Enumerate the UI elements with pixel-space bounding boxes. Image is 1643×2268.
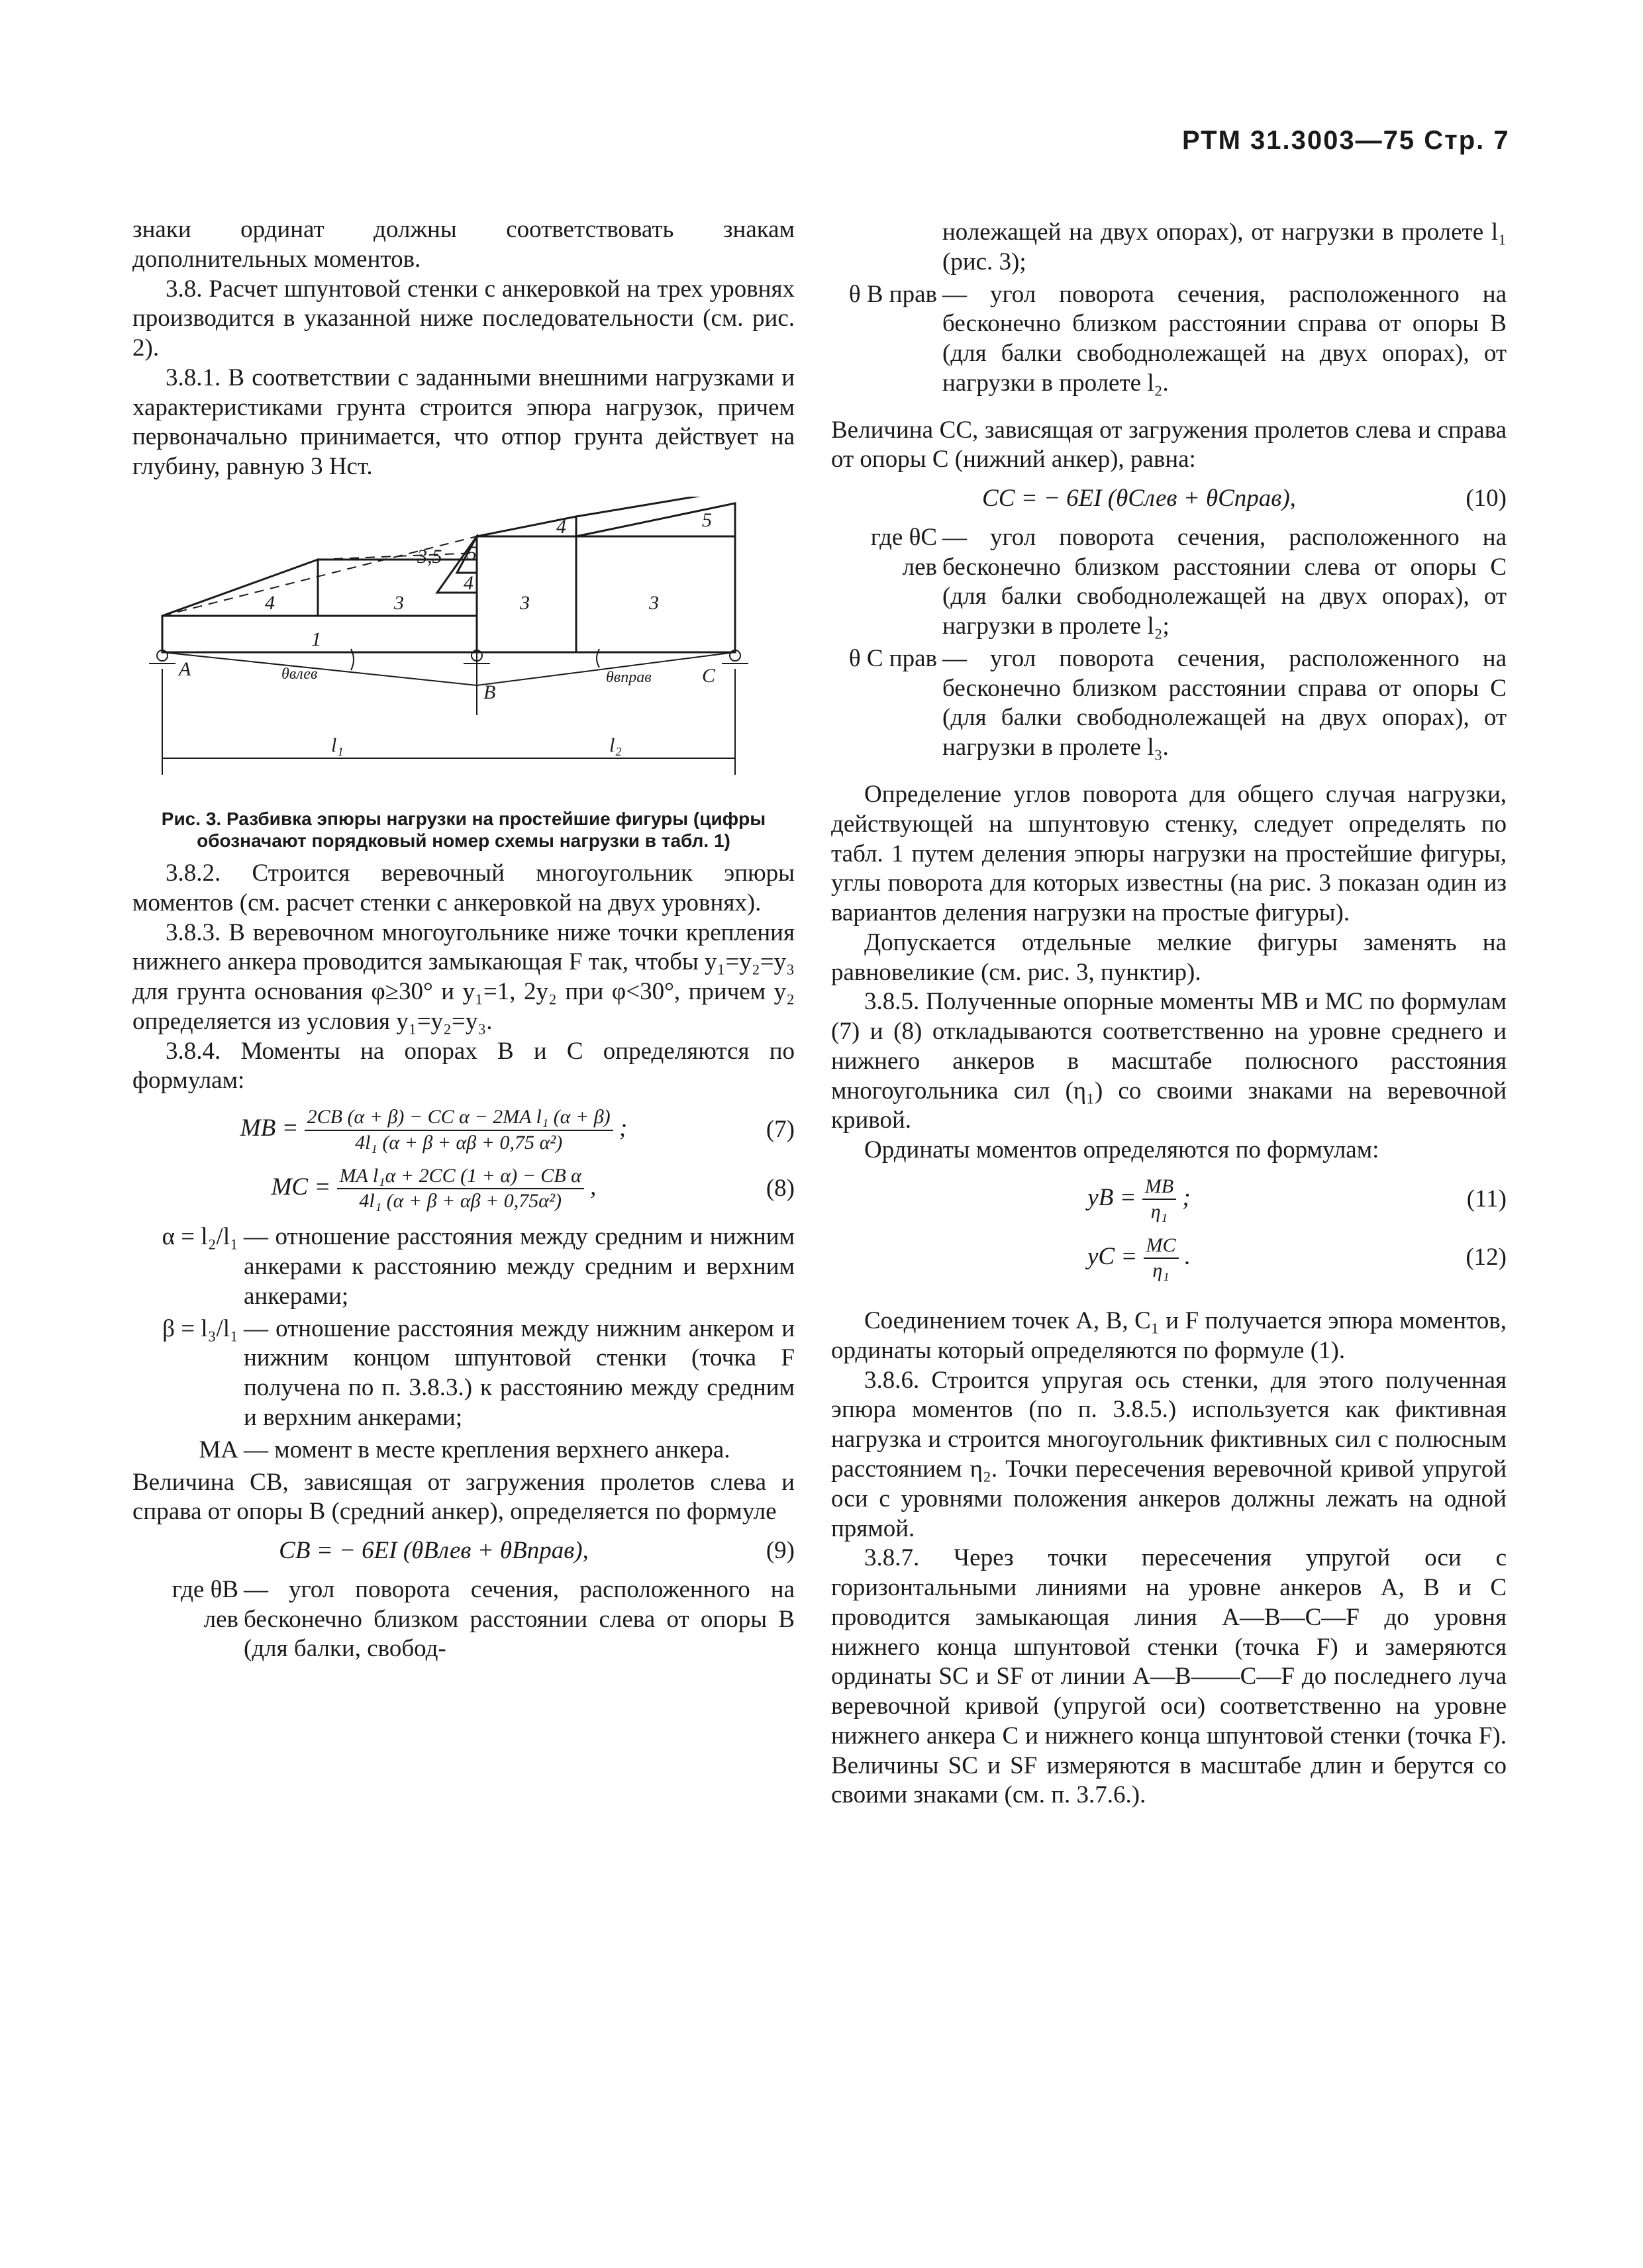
paragraph: 3.8.2. Строится веревочный многоугольник эпюры моментов (см. расчет стенки с анкеровкой на двух уровнях). xyxy=(132,860,795,916)
definition-spacer xyxy=(831,218,942,277)
definition-ma xyxy=(132,1436,795,1465)
definition-text: — отношение расстояния между нижним анкером и нижним концом шпунтовой стенки (точка F получена по п. 3.8.3.) к расстоянию между средним и верхним анкерами; xyxy=(244,1314,795,1431)
definition-symbol: θ C прав xyxy=(848,644,937,672)
numerator: MC xyxy=(1144,1234,1179,1259)
definition-theta-b-left xyxy=(132,1575,795,1664)
figure-label: 3 xyxy=(394,591,404,614)
definition-text: — угол поворота сечения, расположенного на бесконечно близком расстоянии слева от опоры C (для балки свободнолежащей на двух опорах), от нагрузки в пролете l₂; xyxy=(942,523,1507,640)
paragraph: 3.8.7. Через точки пересечения упругой оси с горизонтальными линиями на уровне анкеров A, B и C проводится замыкающая линия A—B—C—F до уровня нижнего конца шпунтовой стенки (точка F) и замеряются ординаты SC и SF от линии A—B——C—F до последнего луча веревочной кривой (упругой оси) соответственно на уровне нижнего анкера C и нижнего конца шпунтовой стенки (точка F). Величины SC и SF измеряются в масштабе длин и берутся со своими знаками (см. п. 3.7.6.). xyxy=(831,1544,1507,1809)
definition-symbol: MA xyxy=(199,1436,238,1463)
formula-10 xyxy=(831,484,1507,514)
figure-3 xyxy=(132,497,795,852)
fraction xyxy=(1144,1234,1179,1283)
definition-beta xyxy=(132,1314,795,1433)
formula-number: (12) xyxy=(1466,1244,1507,1271)
definition-text: — угол поворота сечения, расположенного на бесконечно близком расстоянии справа от опоры C (для балки свободнолежащей на двух опорах), от нагрузки в пролете l₃. xyxy=(942,644,1507,762)
formula-lhs: MC = xyxy=(271,1173,331,1201)
denominator: η₁ xyxy=(1150,1201,1168,1223)
definition-symbol: β = l₃/l₁ xyxy=(162,1314,238,1342)
definition-continuation xyxy=(831,218,1507,277)
left-column xyxy=(132,215,795,1667)
formula-11 xyxy=(831,1175,1507,1224)
paragraph: Соединением точек A, B, C₁ и F получается эпюра моментов, ординаты который определяются по формуле (1). xyxy=(831,1307,1507,1364)
paragraph: 3.8.5. Полученные опорные моменты MB и MC по формулам (7) и (8) откладываются соответственно на уровне среднего и нижнего анкеров в масштабе полюсного расстояния многоугольника сил (η₁) со своими знаками на веревочной кривой. xyxy=(831,988,1507,1134)
paragraph: 3.8.3. В веревочном многоугольнике ниже точки крепления нижнего анкера проводится замыкающая F так, чтобы y₁=y₂=y₃ для грунта основания φ≥30° и y₁=1, 2y₂ при φ<30°, причем y₂ определяется из условия y₁=y₂=y₃. xyxy=(132,918,795,1035)
numerator: MB xyxy=(1142,1175,1176,1200)
figure-label: 3,5 xyxy=(417,545,442,567)
figure-label: 3 xyxy=(649,591,659,614)
definition-text: — отношение расстояния между средним и нижним анкерами к расстоянию между средним и верхним анкерами; xyxy=(244,1223,795,1310)
figure-label: 1 xyxy=(311,628,321,650)
figure-label: 4 xyxy=(265,591,275,614)
formula-tail: ; xyxy=(619,1114,628,1142)
formula-lhs: yB = xyxy=(1087,1183,1136,1211)
figure-label: 5 xyxy=(702,509,712,531)
definition-symbol: α = l₂/l₁ xyxy=(162,1223,238,1251)
spacer xyxy=(831,1292,1507,1307)
formula-9 xyxy=(132,1536,795,1566)
formula-number: (11) xyxy=(1466,1185,1507,1212)
definition-alpha xyxy=(132,1222,795,1311)
formula-number: (10) xyxy=(1466,485,1507,513)
right-column xyxy=(831,215,1507,1810)
paragraph: Величина CB, зависящая от загружения пролетов слева и справа от опоры B (средний анкер), определяется по формуле xyxy=(132,1468,795,1526)
formula-tail: . xyxy=(1184,1242,1191,1270)
denominator: 4l₁ (α + β + αβ + 0,75α²) xyxy=(359,1190,562,1212)
definition-text: — угол поворота сечения, расположенного на бесконечно близком расстоянии слева от опоры B (для балки, свобод- xyxy=(244,1575,795,1663)
figure-label: 3 xyxy=(520,591,530,614)
formula-number: (9) xyxy=(766,1537,795,1565)
figure-label: 4 xyxy=(556,515,566,538)
figure-label-l2: l₂ xyxy=(609,734,622,756)
figure-label-b: B xyxy=(483,681,496,703)
formula-body: CC = − 6EI (θCлев + θCправ), xyxy=(982,485,1296,513)
figure-label-c: C xyxy=(702,664,716,687)
spacer xyxy=(831,765,1507,780)
formula-7 xyxy=(132,1105,795,1155)
formula-lhs: MB = xyxy=(240,1114,299,1142)
formula-number: (8) xyxy=(766,1174,795,1202)
formula-tail: , xyxy=(590,1173,597,1201)
definition-symbol: θ B прав xyxy=(848,280,937,308)
figure-label: 5 xyxy=(467,542,477,564)
paragraph: 3.8. Расчет шпунтовой стенки с анкеровкой на трех уровнях производится в указанной ниже последовательности (см. рис. 2). xyxy=(132,275,795,362)
definition-theta-c-left xyxy=(831,523,1507,642)
definition-text: нолежащей на двух опорах), от нагрузки в пролете l₁ (рис. 3); xyxy=(942,219,1507,275)
page-header: РТМ 31.3003—75 Стр. 7 xyxy=(1182,126,1510,155)
load-diagram xyxy=(132,497,795,808)
paragraph: Допускается отдельные мелкие фигуры заменять на равновеликие (см. рис. 3, пунктир). xyxy=(831,928,1507,986)
paragraph: знаки ординат должны соответствовать знакам дополнительных моментов. xyxy=(132,216,795,273)
numerator: 2CB (α + β) − CC α − 2MA l₁ (α + β) xyxy=(305,1105,613,1130)
definition-text: — момент в месте крепления верхнего анкера. xyxy=(244,1436,730,1463)
fraction xyxy=(1142,1175,1176,1224)
numerator: MA l₁α + 2CC (1 + α) − CB α xyxy=(337,1164,584,1189)
fraction xyxy=(337,1164,584,1214)
figure-label-a: A xyxy=(179,658,191,680)
definition-symbol: где θB лев xyxy=(172,1575,238,1633)
formula-8 xyxy=(132,1164,795,1214)
paragraph: Определение углов поворота для общего случая нагрузки, действующей на шпунтовую стенку, следует определять по табл. 1 путем деления эпюры нагрузки на простейшие фигуры, углы поворота для которых известны (на рис. 3 показан один из вариантов деления нагрузки на простые фигуры). xyxy=(831,781,1507,927)
formula-12 xyxy=(831,1234,1507,1283)
definition-symbol: где θC лев xyxy=(870,523,937,581)
paragraph: 3.8.1. В соответствии с заданными внешними нагрузками и характеристиками грунта строится эпюра нагрузок, причем первоначально принимается, что отпор грунта действует на глубину, равную 3 Hст. xyxy=(132,364,795,481)
definition-theta-b-right xyxy=(831,280,1507,399)
spacer xyxy=(831,401,1507,416)
definition-text: — угол поворота сечения, расположенного на бесконечно близком расстоянии справа от опоры B (для балки свободнолежащей на двух опорах), от нагрузки в пролете l₂. xyxy=(942,280,1507,397)
figure-label-l1: l₁ xyxy=(331,734,344,756)
paragraph: Ординаты моментов определяются по формулам: xyxy=(864,1136,1379,1164)
paragraph: 3.8.4. Моменты на опорах B и C определяются по формулам: xyxy=(132,1037,795,1095)
formula-number: (7) xyxy=(766,1116,795,1144)
paragraph: Величина CC, зависящая от загружения пролетов слева и справа от опоры C (нижний анкер), равна: xyxy=(831,416,1507,473)
figure-label-theta-right: θвправ xyxy=(606,668,652,686)
formula-body: CB = − 6EI (θBлев + θBправ), xyxy=(279,1537,589,1565)
formula-tail: ; xyxy=(1182,1183,1191,1211)
figure-label-theta-left: θвлев xyxy=(281,665,318,683)
formula-lhs: yC = xyxy=(1087,1242,1138,1270)
paragraph: 3.8.6. Строится упругая ось стенки, для этого полученная эпюра моментов (по п. 3.8.5.) используется как фиктивная нагрузка и строится многоугольник фиктивных сил с полюсным расстоянием η₂. Точки пересечения веревочной кривой упругой оси с уровнями положения анкеров должны лежать на одной прямой. xyxy=(831,1366,1507,1542)
fraction xyxy=(305,1105,613,1155)
denominator: 4l₁ (α + β + αβ + 0,75 α²) xyxy=(355,1131,563,1154)
definition-theta-c-right xyxy=(831,644,1507,763)
denominator: η₁ xyxy=(1152,1259,1170,1281)
figure-label: 4 xyxy=(464,571,473,594)
figure-caption: Рис. 3. Разбивка эпюры нагрузки на простейшие фигуры (цифры обозначают порядковый номер схемы нагрузки в табл. 1) xyxy=(161,808,766,852)
